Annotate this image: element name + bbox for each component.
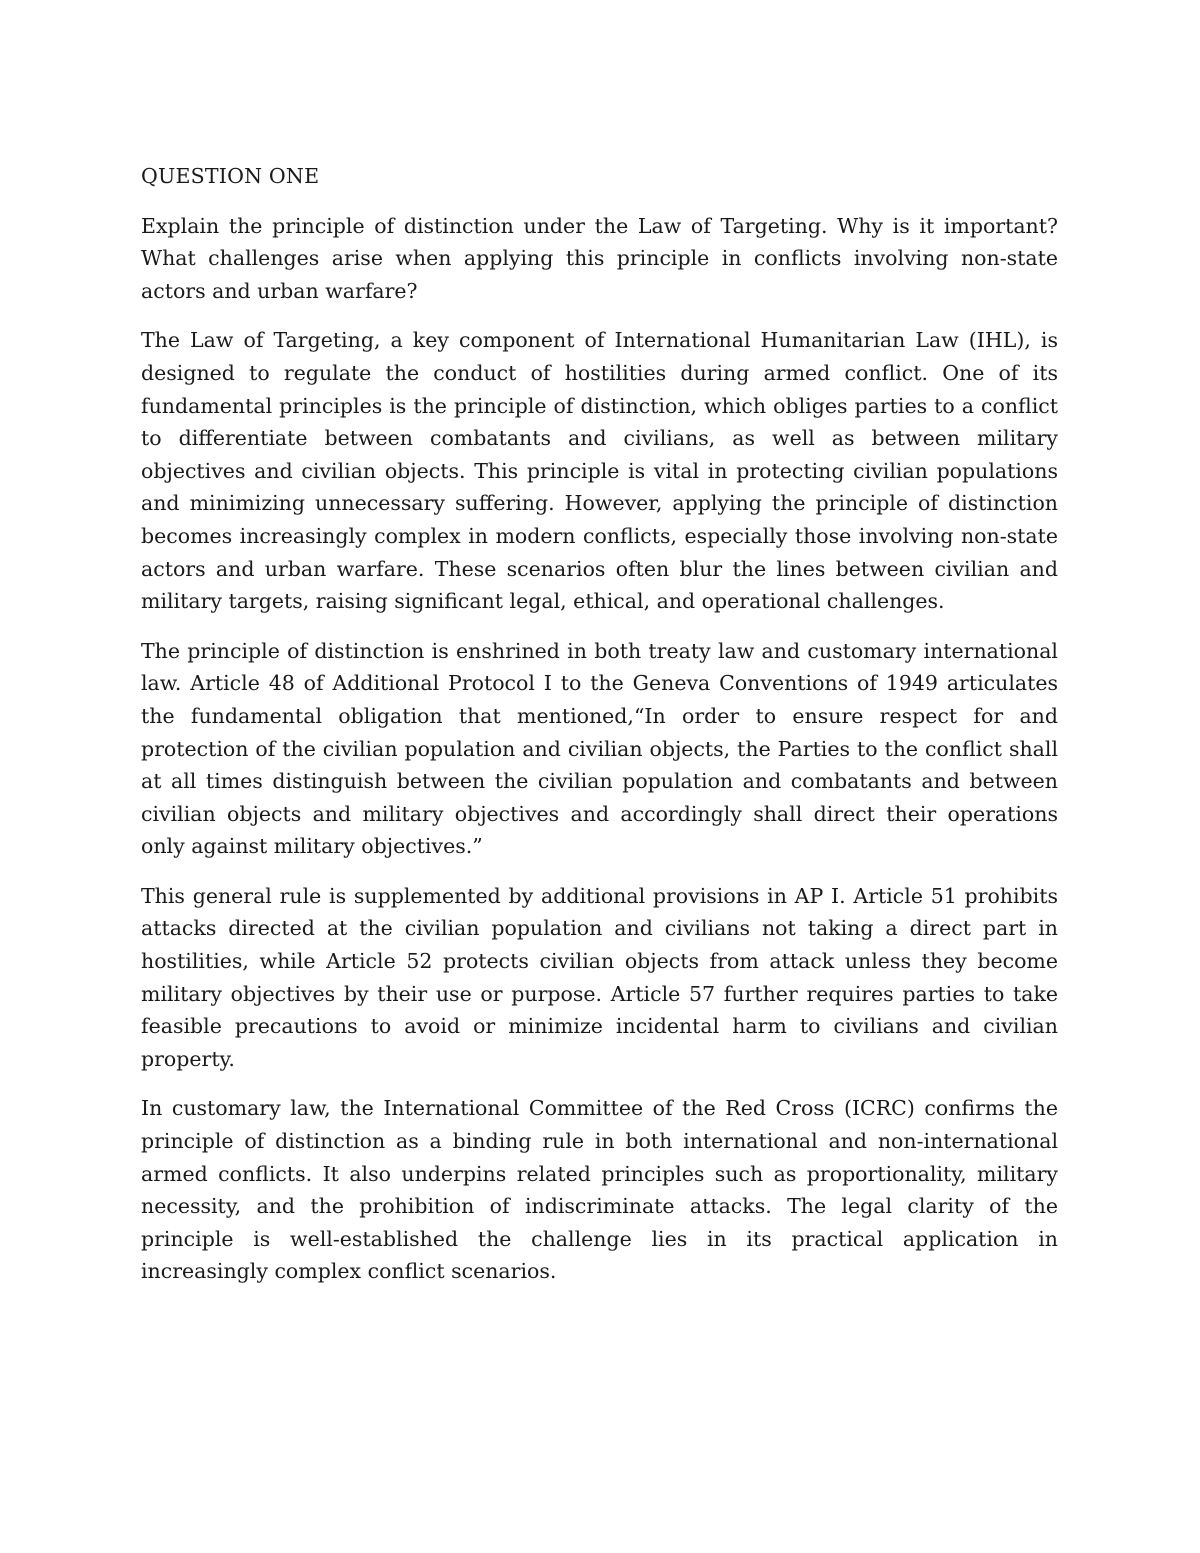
introduction-paragraph: The Law of Targeting, a key component of International Humanitarian Law (IHL), is designed to regulate the conduct of hostilities during armed conflict. One of its fundamental principles is the principle of distinction, which obliges parties to a conflict to differentiate between combatants and civilians, as well as between military objectives and civilian objects. This principle is vital in protecting civilian populations and minimizing unnecessary suffering. However, applying the principle of distinction becomes increasingly complex in modern conflicts, especially those involving non-state actors and urban warfare. These scenarios often blur the lines between civilian and military targets, raising significant legal, ethical, and operational challenges. [141,328,1058,614]
customary-law-paragraph: In customary law, the International Committee of the Red Cross (ICRC) confirms the principle of distinction as a binding rule in both international and non-international armed conflicts. It also underpins related principles such as proportionality, military necessity, and the prohibition of indiscriminate attacks. The legal clarity of the principle is well-established the challenge lies in its practical application in increasingly complex conflict scenarios. [141,1096,1058,1284]
additional-provisions-paragraph: This general rule is supplemented by additional provisions in AP I. Article 51 prohibits attacks directed at the civilian population and civilians not taking a direct part in hostilities, while Article 52 protects civilian objects from attack unless they become military objectives by their use or purpose. Article 57 further requires parties to take feasible precautions to avoid or minimize incidental harm to civilians and civilian property. [141,883,1058,1071]
question-prompt-paragraph: Explain the principle of distinction under the Law of Targeting. Why is it important? What challenges arise when applying this principle in conflicts involving non-state actors and urban warfare? [141,213,1058,303]
treaty-law-paragraph: The principle of distinction is enshrined in both treaty law and customary international law. Article 48 of Additional Protocol I to the Geneva Conventions of 1949 articulates the fundamental obligation that mentioned,“In order to ensure respect for and protection of the civilian population and civilian objects, the Parties to the conflict shall at all times distinguish between the civilian population and combatants and between civilian objects and military objectives and accordingly shall direct their operations only against military objectives.” [141,638,1058,859]
document-body [141,160,1058,1305]
question-heading: QUESTION ONE [141,164,320,188]
